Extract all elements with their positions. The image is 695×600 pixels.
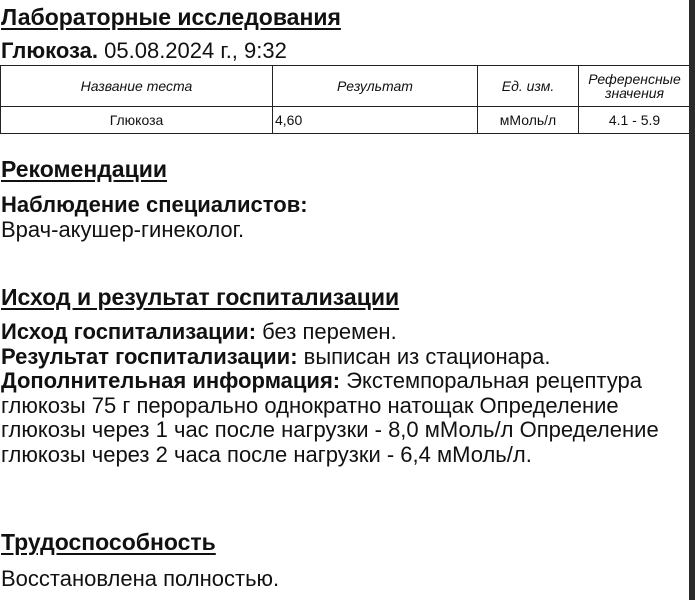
outcome-value: без перемен. (256, 319, 397, 344)
test-name: Глюкоза. (1, 38, 99, 63)
cell-reference: 4.1 - 5.9 (579, 107, 691, 134)
hospitalization-heading: Исход и результат госпитализации (1, 284, 400, 310)
results-table (0, 65, 691, 134)
test-title-line (1, 38, 287, 63)
outcome-line (1, 319, 397, 344)
extra-info-paragraph (1, 369, 669, 467)
specialists-value: Врач-акушер-гинеколог. (1, 217, 245, 242)
page-edge-bar (689, 0, 695, 600)
result-line (1, 344, 551, 369)
outcome-label: Исход госпитализации: (1, 319, 257, 344)
result-value: выписан из стационара. (297, 344, 551, 369)
table-header-row (1, 66, 691, 107)
cell-test-name: Глюкоза (1, 107, 273, 134)
table-row (1, 107, 691, 134)
result-label: Результат госпитализации: (1, 344, 298, 369)
work-capacity-value: Восстановлена полностью. (1, 566, 280, 591)
lab-section-heading: Лабораторные исследования (1, 4, 341, 30)
recommendations-heading: Рекомендации (1, 156, 168, 182)
cell-unit: мМоль/л (478, 107, 579, 134)
specialists-label: Наблюдение специалистов: (1, 192, 308, 217)
extra-info-label: Дополнительная информация: (1, 368, 341, 393)
column-header-reference: Референсные значения (579, 66, 691, 107)
cell-result: 4,60 (273, 107, 478, 134)
column-header-result: Результат (273, 66, 478, 107)
test-date: 05.08.2024 г., 9:32 (104, 38, 287, 63)
column-header-test-name: Название теста (1, 66, 273, 107)
work-capacity-heading: Трудоспособность (1, 529, 216, 555)
column-header-unit: Ед. изм. (478, 66, 579, 107)
extra-info-value: Экстемпоральная рецептура глюкозы 75 г перорально однократно натощак Определение глюкозы через 1 час после нагрузки - 8,0 мМоль/л Определение глюкозы через 2 часа после нагрузки - 6,4 мМоль/л. (1, 368, 659, 467)
